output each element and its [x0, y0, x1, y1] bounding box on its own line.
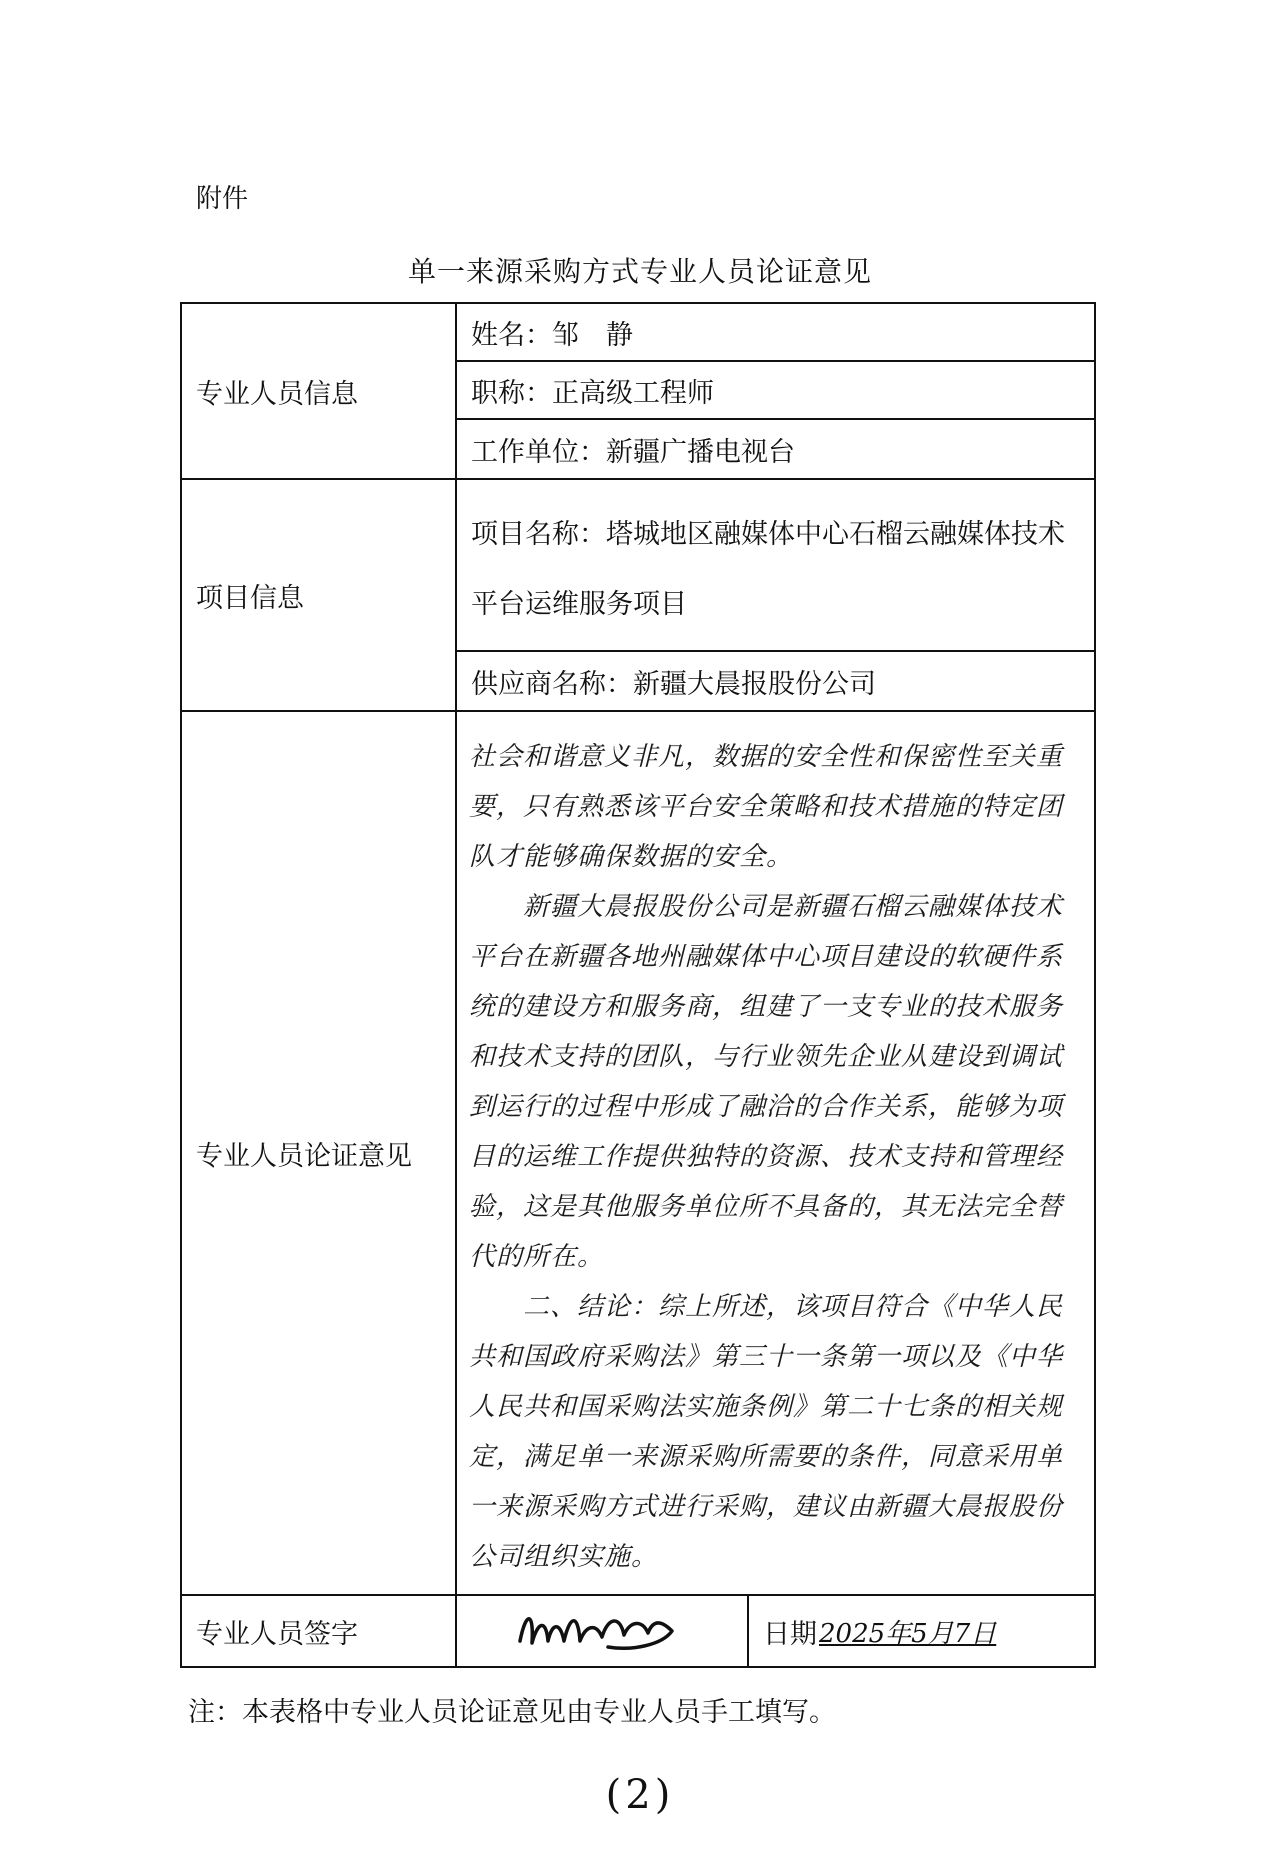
opinion-section-label: 专业人员论证意见 — [181, 711, 456, 1595]
date-label: 日期 — [763, 1618, 817, 1650]
personnel-section-label: 专业人员信息 — [181, 303, 456, 479]
personnel-name: 姓名：邹 静 — [456, 303, 1095, 361]
signature-section-label: 专业人员签字 — [181, 1595, 456, 1667]
opinion-paragraph: 社会和谐意义非凡，数据的安全性和保密性至关重要，只有熟悉该平台安全策略和技术措施的特定团队才能够确保数据的安全。 — [469, 742, 1064, 872]
project-section-label: 项目信息 — [181, 479, 456, 711]
opinion-handwritten-text — [456, 711, 1095, 1595]
footnote: 注：本表格中专业人员论证意见由专业人员手工填写。 — [188, 1697, 836, 1728]
project-name: 项目名称：塔城地区融媒体中心石榴云融媒体技术平台运维服务项目 — [456, 479, 1095, 651]
signature-date — [749, 1596, 1094, 1666]
personnel-title: 职称：正高级工程师 — [456, 361, 1095, 419]
page-number: (2) — [605, 1772, 675, 1818]
date-value: 2025年5月7日 — [819, 1618, 997, 1649]
attachment-label: 附件 — [196, 184, 249, 214]
document-title: 单一来源采购方式专业人员论证意见 — [407, 255, 872, 288]
opinion-paragraph: 二、结论：综上所述，该项目符合《中华人民共和国政府采购法》第三十一条第一项以及《中华人民共和国采购法实施条例》第二十七条的相关规定，满足单一来源采购所需要的条件，同意采用单一来源采购方式进行采购，建议由新疆大晨报股份公司组织实施。 — [469, 1292, 1064, 1572]
personnel-employer: 工作单位：新疆广播电视台 — [456, 419, 1095, 479]
signature-scribble-icon — [512, 1601, 692, 1661]
opinion-form-table — [180, 302, 1096, 1668]
opinion-paragraph: 新疆大晨报股份公司是新疆石榴云融媒体技术平台在新疆各地州融媒体中心项目建设的软硬件系统的建设方和服务商，组建了一支专业的技术服务和技术支持的团队，与行业领先企业从建设到调试到运行的过程中形成了融洽的合作关系，能够为项目的运维工作提供独特的资源、技术支持和管理经验，这是其他服务单位所不具备的，其无法完全替代的所在。 — [469, 892, 1064, 1272]
handwritten-signature — [457, 1596, 749, 1666]
project-supplier: 供应商名称：新疆大晨报股份公司 — [456, 651, 1095, 711]
